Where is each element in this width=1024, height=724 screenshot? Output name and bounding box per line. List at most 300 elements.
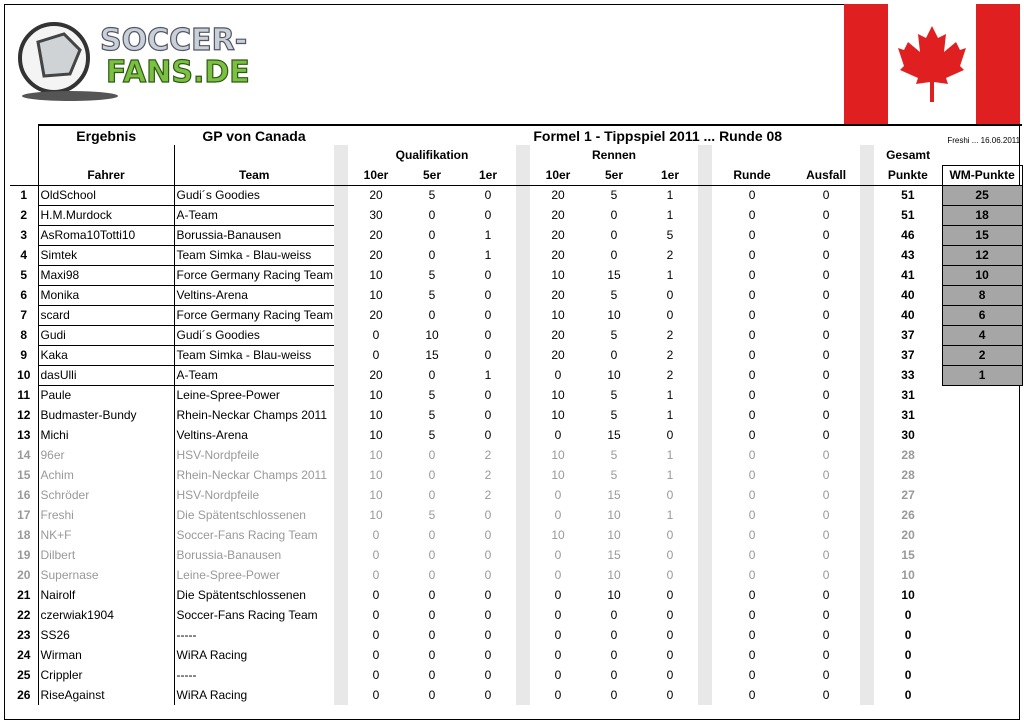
driver-cell: Freshi xyxy=(38,505,174,525)
rank-cell: 11 xyxy=(17,388,31,402)
column-gap xyxy=(516,605,530,625)
quali-1er-cell: 0 xyxy=(484,348,492,362)
column-gap xyxy=(860,305,874,325)
total-points-cell: 27 xyxy=(901,488,915,502)
total-points-cell: 26 xyxy=(901,508,915,522)
column-gap xyxy=(860,565,874,585)
column-gap xyxy=(698,485,712,505)
column-gap xyxy=(860,525,874,545)
col-runde: Runde xyxy=(712,165,792,185)
total-points-cell: 51 xyxy=(901,188,915,203)
quali-5er-cell: 0 xyxy=(428,608,436,622)
runde-cell: 0 xyxy=(748,588,756,602)
column-gap xyxy=(860,685,874,705)
header-row xyxy=(10,125,1022,145)
quali-1er-cell: 0 xyxy=(484,428,492,442)
column-gap xyxy=(698,345,712,365)
race-10er-cell: 0 xyxy=(554,648,562,662)
column-gap xyxy=(698,665,712,685)
quali-1er-cell: 1 xyxy=(484,368,492,382)
column-gap xyxy=(334,205,348,225)
column-gap xyxy=(516,325,530,345)
team-cell: Soccer-Fans Racing Team xyxy=(174,605,334,625)
ausfall-cell: 0 xyxy=(822,328,830,342)
col-fahrer: Fahrer xyxy=(38,165,174,185)
column-gap xyxy=(860,285,874,305)
race-10er-cell: 20 xyxy=(551,228,565,242)
race-1er-cell: 1 xyxy=(666,268,674,282)
quali-10er-cell: 20 xyxy=(369,228,383,242)
table-row xyxy=(10,525,1022,545)
race-1er-cell: 0 xyxy=(666,608,674,622)
quali-5er-cell: 0 xyxy=(428,628,436,642)
driver-cell: dasUlli xyxy=(38,365,174,385)
race-5er-cell: 15 xyxy=(607,428,621,442)
driver-cell: Dilbert xyxy=(38,545,174,565)
table-row xyxy=(10,605,1022,625)
column-gap xyxy=(334,345,348,365)
wm-points-cell xyxy=(942,385,1022,405)
race-5er-cell: 0 xyxy=(610,608,618,622)
rank-cell: 13 xyxy=(17,428,31,442)
race-5er-cell: 10 xyxy=(607,308,621,322)
ausfall-cell: 0 xyxy=(822,348,830,362)
race-10er-cell: 20 xyxy=(551,288,565,302)
rank-cell: 3 xyxy=(20,228,28,242)
total-points-cell: 0 xyxy=(904,648,912,662)
driver-cell: scard xyxy=(38,305,174,325)
column-gap xyxy=(516,505,530,525)
race-10er-cell: 0 xyxy=(554,668,562,682)
wm-points-cell xyxy=(942,685,1022,705)
column-gap xyxy=(516,545,530,565)
col-q5: 5er xyxy=(404,165,460,185)
col-q10: 10er xyxy=(348,165,404,185)
column-gap xyxy=(860,265,874,285)
race-10er-cell: 0 xyxy=(554,428,562,442)
rank-cell: 2 xyxy=(20,208,28,222)
quali-10er-cell: 0 xyxy=(372,328,380,342)
race-10er-cell: 20 xyxy=(551,208,565,222)
quali-5er-cell: 0 xyxy=(428,668,436,682)
quali-10er-cell: 10 xyxy=(369,268,383,282)
column-gap xyxy=(516,285,530,305)
race-10er-cell: 0 xyxy=(554,368,562,382)
race-5er-cell: 10 xyxy=(607,508,621,522)
col-team: Team xyxy=(174,165,334,185)
team-cell: Veltins-Arena xyxy=(174,285,334,305)
quali-1er-cell: 0 xyxy=(484,208,492,222)
column-gap xyxy=(334,305,348,325)
total-points-cell: 0 xyxy=(904,628,912,642)
column-gap xyxy=(698,205,712,225)
race-1er-cell: 2 xyxy=(666,248,674,262)
race-1er-cell: 0 xyxy=(666,568,674,582)
driver-cell: Michi xyxy=(38,425,174,445)
race-1er-cell: 0 xyxy=(666,488,674,502)
ausfall-cell: 0 xyxy=(822,428,830,442)
column-gap xyxy=(516,445,530,465)
runde-cell: 0 xyxy=(748,368,756,382)
column-gap xyxy=(860,185,874,205)
column-gap xyxy=(334,585,348,605)
quali-1er-cell: 2 xyxy=(484,488,492,502)
runde-cell: 0 xyxy=(748,468,756,482)
team-cell: ----- xyxy=(174,665,334,685)
table-row xyxy=(10,305,1022,325)
column-gap xyxy=(860,465,874,485)
driver-cell: H.M.Murdock xyxy=(38,205,174,225)
race-5er-cell: 5 xyxy=(610,408,618,422)
driver-cell: AsRoma10Totti10 xyxy=(38,225,174,245)
rank-cell: 25 xyxy=(17,668,31,682)
column-gap xyxy=(516,405,530,425)
column-gap xyxy=(334,385,348,405)
race-1er-cell: 0 xyxy=(666,668,674,682)
quali-1er-cell: 1 xyxy=(484,248,492,262)
driver-cell: Paule xyxy=(38,385,174,405)
ausfall-cell: 0 xyxy=(822,388,830,402)
race-5er-cell: 5 xyxy=(610,388,618,402)
column-gap xyxy=(860,225,874,245)
quali-5er-cell: 5 xyxy=(428,188,436,203)
ausfall-cell: 0 xyxy=(822,648,830,662)
race-5er-cell: 5 xyxy=(610,188,618,203)
wm-points-cell xyxy=(942,565,1022,585)
runde-cell: 0 xyxy=(748,408,756,422)
table-row xyxy=(10,665,1022,685)
column-gap xyxy=(516,365,530,385)
driver-cell: Budmaster-Bundy xyxy=(38,405,174,425)
quali-10er-cell: 20 xyxy=(369,248,383,262)
column-gap xyxy=(860,345,874,365)
rank-cell: 18 xyxy=(17,528,31,542)
rank-cell: 21 xyxy=(17,588,31,602)
race-1er-cell: 1 xyxy=(666,408,674,422)
runde-cell: 0 xyxy=(748,348,756,362)
table-row xyxy=(10,645,1022,665)
wm-points-cell xyxy=(942,625,1022,645)
ausfall-cell: 0 xyxy=(822,548,830,562)
quali-10er-cell: 0 xyxy=(372,608,380,622)
total-points-cell: 28 xyxy=(901,468,915,482)
race-10er-cell: 0 xyxy=(554,688,562,702)
quali-1er-cell: 0 xyxy=(484,548,492,562)
ausfall-cell: 0 xyxy=(822,248,830,262)
column-gap xyxy=(860,325,874,345)
ausfall-cell: 0 xyxy=(822,588,830,602)
column-gap xyxy=(516,205,530,225)
table-row xyxy=(10,265,1022,285)
date-stamp: Freshi ... 16.06.2011 xyxy=(860,125,1022,145)
runde-cell: 0 xyxy=(748,308,756,322)
column-gap xyxy=(334,625,348,645)
quali-10er-cell: 0 xyxy=(372,688,380,702)
column-gap xyxy=(334,245,348,265)
column-gap xyxy=(860,665,874,685)
race-1er-cell: 1 xyxy=(666,448,674,462)
wm-points-cell xyxy=(942,645,1022,665)
runde-cell: 0 xyxy=(748,208,756,222)
column-gap xyxy=(698,385,712,405)
ausfall-cell: 0 xyxy=(822,188,830,203)
race-5er-cell: 5 xyxy=(610,468,618,482)
team-cell: Leine-Spree-Power xyxy=(174,565,334,585)
ausfall-cell: 0 xyxy=(822,628,830,642)
runde-cell: 0 xyxy=(748,288,756,302)
ausfall-cell: 0 xyxy=(822,448,830,462)
runde-cell: 0 xyxy=(748,428,756,442)
wm-points-cell: 4 xyxy=(942,325,1022,345)
quali-10er-cell: 20 xyxy=(369,368,383,382)
quali-10er-cell: 10 xyxy=(369,388,383,402)
wm-points-cell xyxy=(942,405,1022,425)
col-r5: 5er xyxy=(586,165,642,185)
column-gap xyxy=(698,285,712,305)
race-10er-cell: 10 xyxy=(551,468,565,482)
table-row xyxy=(10,685,1022,705)
column-gap xyxy=(698,305,712,325)
total-points-cell: 40 xyxy=(901,308,915,322)
quali-10er-cell: 0 xyxy=(372,588,380,602)
total-points-cell: 31 xyxy=(901,388,915,402)
rank-cell: 10 xyxy=(17,368,31,382)
table-row xyxy=(10,345,1022,365)
race-1er-cell: 1 xyxy=(666,508,674,522)
quali-1er-cell: 0 xyxy=(484,608,492,622)
column-gap xyxy=(516,645,530,665)
quali-5er-cell: 0 xyxy=(428,488,436,502)
column-gap xyxy=(860,385,874,405)
quali-1er-cell: 0 xyxy=(484,288,492,302)
column-gap xyxy=(516,305,530,325)
wm-points-cell: 10 xyxy=(942,265,1022,285)
quali-1er-cell: 0 xyxy=(484,188,492,203)
quali-5er-cell: 5 xyxy=(428,388,436,402)
table-row xyxy=(10,185,1022,205)
table-row xyxy=(10,445,1022,465)
tippspiel-title: Formel 1 - Tippspiel 2011 ... Runde 08 xyxy=(334,125,792,145)
runde-cell: 0 xyxy=(748,548,756,562)
quali-1er-cell: 0 xyxy=(484,688,492,702)
ausfall-cell: 0 xyxy=(822,468,830,482)
race-5er-cell: 0 xyxy=(610,208,618,222)
quali-1er-cell: 0 xyxy=(484,388,492,402)
logo-line2: FANS.DE xyxy=(106,55,250,90)
runde-cell: 0 xyxy=(748,688,756,702)
team-cell: Team Simka - Blau-weiss xyxy=(174,245,334,265)
column-gap xyxy=(334,605,348,625)
rank-cell: 20 xyxy=(17,568,31,582)
wm-points-cell: 6 xyxy=(942,305,1022,325)
race-1er-cell: 5 xyxy=(666,228,674,242)
column-gap xyxy=(516,465,530,485)
quali-1er-cell: 0 xyxy=(484,648,492,662)
total-points-cell: 0 xyxy=(904,608,912,622)
column-gap xyxy=(334,685,348,705)
total-points-cell: 28 xyxy=(901,448,915,462)
table-row xyxy=(10,505,1022,525)
column-gap xyxy=(698,545,712,565)
column-gap xyxy=(334,405,348,425)
race-10er-cell: 10 xyxy=(551,528,565,542)
table-row xyxy=(10,625,1022,645)
race-1er-cell: 2 xyxy=(666,368,674,382)
race-1er-cell: 0 xyxy=(666,688,674,702)
wm-points-cell: 25 xyxy=(942,185,1022,205)
rank-cell: 22 xyxy=(17,608,31,622)
wm-points-cell xyxy=(942,605,1022,625)
rank-cell: 12 xyxy=(17,408,31,422)
column-gap xyxy=(516,665,530,685)
ausfall-cell: 0 xyxy=(822,308,830,322)
driver-cell: Monika xyxy=(38,285,174,305)
race-5er-cell: 5 xyxy=(610,448,618,462)
runde-cell: 0 xyxy=(748,448,756,462)
col-wm: WM-Punkte xyxy=(942,165,1022,185)
ausfall-cell: 0 xyxy=(822,408,830,422)
rank-cell: 24 xyxy=(17,648,31,662)
column-gap xyxy=(334,265,348,285)
column-gap xyxy=(334,525,348,545)
team-cell: WiRA Racing xyxy=(174,685,334,705)
team-cell: Force Germany Racing Team xyxy=(174,305,334,325)
wm-points-cell xyxy=(942,445,1022,465)
column-gap xyxy=(516,245,530,265)
race-10er-cell: 0 xyxy=(554,568,562,582)
team-cell: Rhein-Neckar Champs 2011 xyxy=(174,465,334,485)
team-cell: ----- xyxy=(174,625,334,645)
column-gap xyxy=(698,605,712,625)
total-points-cell: 43 xyxy=(901,248,915,262)
quali-10er-cell: 10 xyxy=(369,448,383,462)
column-gap xyxy=(698,525,712,545)
total-points-cell: 41 xyxy=(901,268,915,282)
column-gap xyxy=(516,565,530,585)
rank-cell: 4 xyxy=(20,248,28,262)
quali-10er-cell: 10 xyxy=(369,428,383,442)
total-points-cell: 15 xyxy=(901,548,915,562)
column-gap xyxy=(860,545,874,565)
quali-10er-cell: 10 xyxy=(369,508,383,522)
team-cell: Rhein-Neckar Champs 2011 xyxy=(174,405,334,425)
team-cell: HSV-Nordpfeile xyxy=(174,485,334,505)
ausfall-cell: 0 xyxy=(822,568,830,582)
race-5er-cell: 0 xyxy=(610,648,618,662)
quali-5er-cell: 5 xyxy=(428,408,436,422)
team-cell: A-Team xyxy=(174,205,334,225)
team-cell: Gudi´s Goodies xyxy=(174,185,334,205)
race-5er-cell: 0 xyxy=(610,228,618,242)
total-points-cell: 30 xyxy=(901,428,915,442)
race-5er-cell: 5 xyxy=(610,328,618,342)
rank-cell: 9 xyxy=(20,348,28,362)
quali-1er-cell: 2 xyxy=(484,468,492,482)
total-points-cell: 37 xyxy=(901,328,915,342)
column-gap xyxy=(334,285,348,305)
rank-cell: 5 xyxy=(20,268,28,282)
column-gap xyxy=(698,465,712,485)
race-1er-cell: 0 xyxy=(666,288,674,302)
quali-10er-cell: 0 xyxy=(372,568,380,582)
column-gap xyxy=(334,665,348,685)
column-gap xyxy=(860,505,874,525)
runde-cell: 0 xyxy=(748,248,756,262)
race-1er-cell: 0 xyxy=(666,628,674,642)
driver-cell: Schröder xyxy=(38,485,174,505)
wm-points-cell xyxy=(942,585,1022,605)
race-5er-cell: 5 xyxy=(610,288,618,302)
col-q1: 1er xyxy=(460,165,516,185)
ausfall-cell: 0 xyxy=(822,208,830,222)
column-gap xyxy=(334,545,348,565)
runde-cell: 0 xyxy=(748,628,756,642)
col-punkte: Punkte xyxy=(874,165,942,185)
quali-1er-cell: 0 xyxy=(484,528,492,542)
wm-points-cell xyxy=(942,485,1022,505)
rank-cell: 14 xyxy=(17,448,31,462)
quali-10er-cell: 10 xyxy=(369,288,383,302)
driver-cell: NK+F xyxy=(38,525,174,545)
column-gap xyxy=(860,605,874,625)
column-gap xyxy=(516,225,530,245)
team-cell: Leine-Spree-Power xyxy=(174,385,334,405)
quali-1er-cell: 0 xyxy=(484,268,492,282)
ausfall-cell: 0 xyxy=(822,688,830,702)
column-gap xyxy=(860,625,874,645)
group-header-row xyxy=(10,145,1022,165)
column-gap xyxy=(516,345,530,365)
column-gap xyxy=(516,525,530,545)
column-gap xyxy=(334,425,348,445)
team-cell: A-Team xyxy=(174,365,334,385)
driver-cell: Gudi xyxy=(38,325,174,345)
results-table xyxy=(10,124,1023,705)
quali-1er-cell: 0 xyxy=(484,328,492,342)
wm-points-cell: 12 xyxy=(942,245,1022,265)
race-10er-cell: 10 xyxy=(551,448,565,462)
driver-cell: SS26 xyxy=(38,625,174,645)
wm-points-cell xyxy=(942,525,1022,545)
team-cell: Die Spätentschlossenen xyxy=(174,585,334,605)
total-points-cell: 33 xyxy=(901,368,915,382)
race-5er-cell: 0 xyxy=(610,628,618,642)
quali-5er-cell: 0 xyxy=(428,448,436,462)
race-5er-cell: 0 xyxy=(610,688,618,702)
total-points-cell: 10 xyxy=(901,588,915,602)
column-gap xyxy=(860,645,874,665)
race-5er-cell: 0 xyxy=(610,348,618,362)
driver-cell: Kaka xyxy=(38,345,174,365)
driver-cell: Supernase xyxy=(38,565,174,585)
quali-5er-cell: 15 xyxy=(425,348,439,362)
rank-cell: 1 xyxy=(20,188,28,203)
column-gap xyxy=(334,445,348,465)
race-10er-cell: 0 xyxy=(554,588,562,602)
quali-5er-cell: 0 xyxy=(428,688,436,702)
race-10er-cell: 0 xyxy=(554,608,562,622)
rank-cell: 15 xyxy=(17,468,31,482)
group-qualifikation: Qualifikation xyxy=(395,148,469,162)
column-gap xyxy=(334,485,348,505)
ausfall-cell: 0 xyxy=(822,608,830,622)
quali-10er-cell: 10 xyxy=(369,468,383,482)
total-points-cell: 31 xyxy=(901,408,915,422)
ausfall-cell: 0 xyxy=(822,288,830,302)
driver-cell: 96er xyxy=(38,445,174,465)
column-gap xyxy=(516,685,530,705)
wm-points-cell: 1 xyxy=(942,365,1022,385)
